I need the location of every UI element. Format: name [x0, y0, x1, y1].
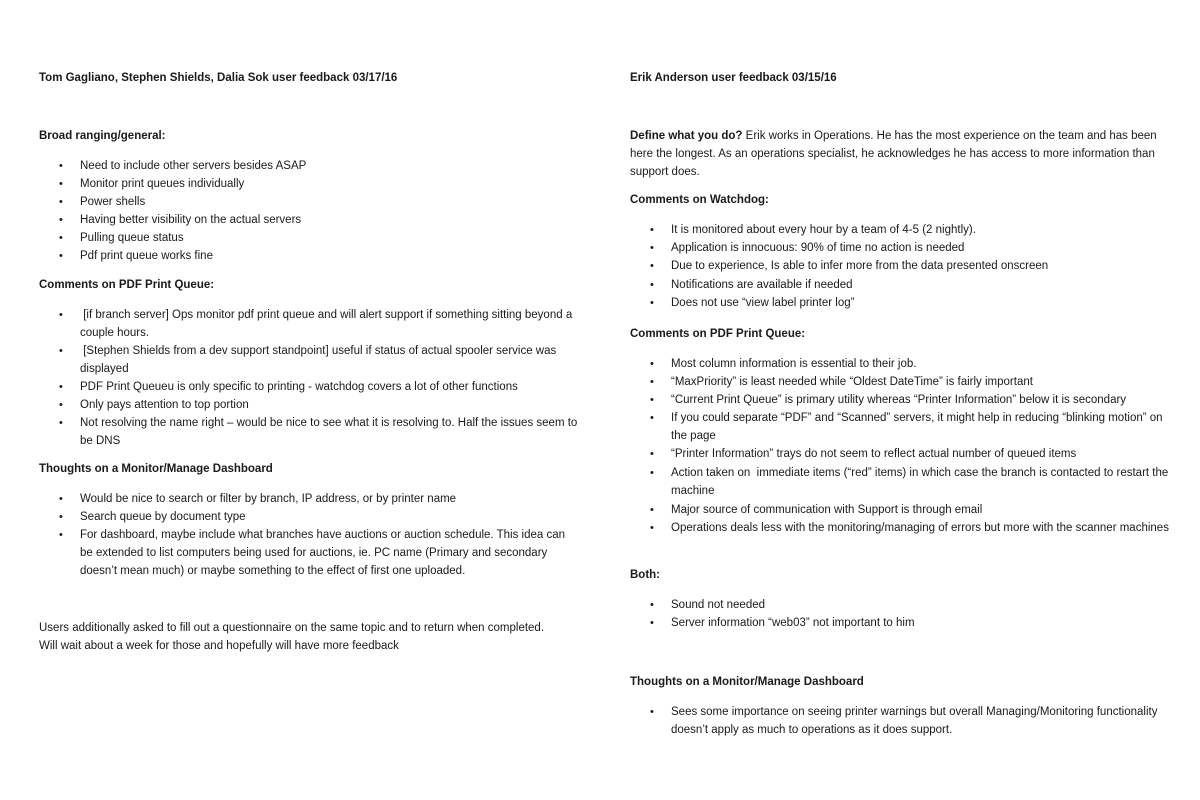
bullet-icon: • [650, 224, 654, 236]
footer-note-line-2: Will wait about a week for those and hopefully will have more feedback [39, 640, 399, 652]
section-heading-dashboard-thoughts: Thoughts on a Monitor/Manage Dashboard [39, 463, 273, 475]
section-heading-both: Both: [630, 569, 661, 581]
intro-text: Erik works in Operations. He has the most experience on the team and has been here the longest. As an operations specialist, he acknowledges he has access to more information than support does. [630, 130, 1160, 178]
bullet-icon: • [59, 511, 63, 523]
right-document-title: Erik Anderson user feedback 03/15/16 [630, 72, 837, 84]
bullet-icon: • [650, 242, 654, 254]
section-heading-watchdog: Comments on Watchdog: [630, 194, 769, 206]
bullet-icon: • [650, 522, 654, 534]
bullet-icon: • [650, 260, 654, 272]
bullet-icon: • [650, 297, 654, 309]
bullet-icon: • [650, 376, 654, 388]
bullet-icon: • [650, 504, 654, 516]
section-heading-pdf-print-queue: Comments on PDF Print Queue: [39, 279, 215, 291]
section-heading-pdf-print-queue-right: Comments on PDF Print Queue: [630, 328, 806, 340]
bullet-icon: • [650, 279, 654, 291]
bullet-icon: • [59, 178, 63, 190]
left-document-title: Tom Gagliano, Stephen Shields, Dalia Sok user feedback 03/17/16 [39, 72, 398, 84]
bullet-icon: • [59, 399, 63, 411]
bullet-icon: • [650, 394, 654, 406]
bullet-icon: • [59, 309, 63, 321]
intro-paragraph [630, 127, 1165, 181]
bullet-icon: • [59, 160, 63, 172]
bullet-icon: • [650, 706, 654, 718]
bullet-icon: • [59, 232, 63, 244]
intro-label: Define what you do? [630, 130, 743, 142]
bullet-icon: • [59, 417, 63, 429]
section-heading-broad-ranging: Broad ranging/general: [39, 130, 166, 142]
section-heading-dashboard-thoughts-right: Thoughts on a Monitor/Manage Dashboard [630, 676, 864, 688]
bullet-icon: • [650, 599, 654, 611]
bullet-icon: • [650, 448, 654, 460]
bullet-icon: • [59, 345, 63, 357]
bullet-icon: • [650, 617, 654, 629]
bullet-icon: • [59, 196, 63, 208]
footer-note-line-1: Users additionally asked to fill out a questionnaire on the same topic and to return when completed. [39, 622, 545, 634]
bullet-icon: • [59, 529, 63, 541]
bullet-icon: • [650, 467, 654, 479]
bullet-icon: • [59, 214, 63, 226]
bullet-icon: • [650, 412, 654, 424]
bullet-icon: • [59, 250, 63, 262]
bullet-icon: • [59, 493, 63, 505]
bullet-icon: • [650, 358, 654, 370]
bullet-icon: • [59, 381, 63, 393]
